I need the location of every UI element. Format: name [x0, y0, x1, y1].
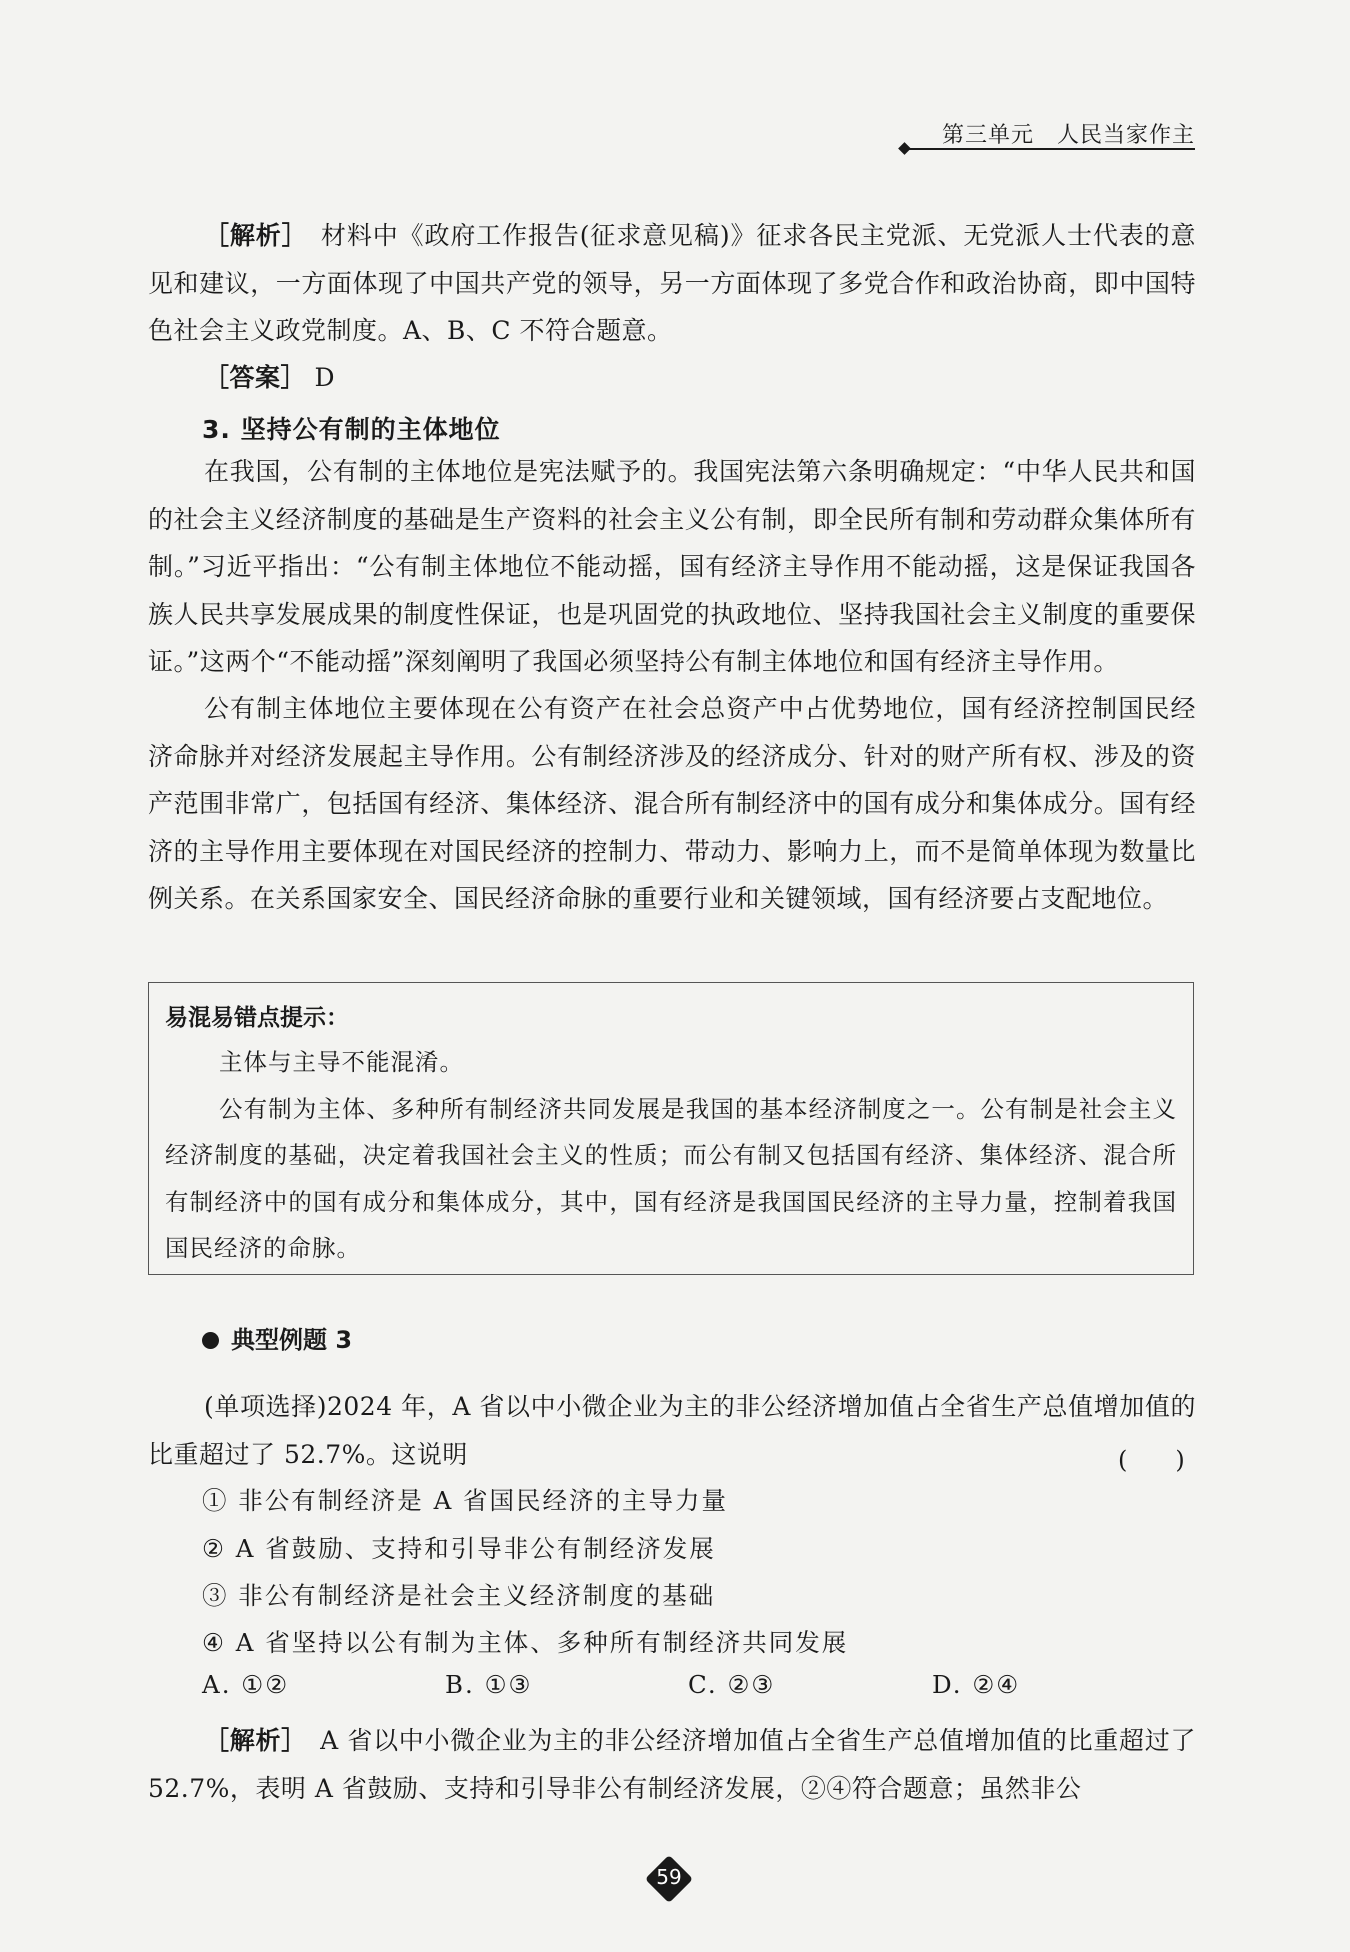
page-number: 59 [656, 1865, 682, 1889]
answer-tag: ［答案］ [204, 363, 307, 392]
body-paragraph-2: 公有制主体地位主要体现在公有资产在社会总资产中占优势地位，国有经济控制国民经济命脉并对经济发展起主导作用。公有制经济涉及的经济成分、针对的财产所有权、涉及的资产范围非常广，包括国有经济、集体经济、混合所有制经济中的国有成分和集体成分。国有经济的主导作用主要体现在对国民经济的控制力、带动力、影响力上，而不是简单体现为数量比例关系。在关系国家安全、国民经济命脉的重要行业和关键领域，国有经济要占支配地位。 [148, 694, 1196, 913]
tip-title: 易混易错点提示： [165, 1005, 349, 1031]
body-paragraph-1: 在我国，公有制的主体地位是宪法赋予的。我国宪法第六条明确规定：“中华人民共和国的社会主义经济制度的基础是生产资料的社会主义公有制，即全民所有制和劳动群众集体所有制。”习近平指出：“公有制主体地位不能动摇，国有经济主导作用不能动摇，这是保证我国各族人民共享发展成果的制度性保证，也是巩固党的执政地位、坚持我国社会主义制度的重要保证。”这两个“不能动摇”深刻阐明了我国必须坚持公有制主体地位和国有经济主导作用。 [148, 457, 1196, 676]
example-analysis [148, 1717, 1196, 1812]
tip-box [148, 982, 1194, 1275]
running-header [900, 118, 1195, 158]
answer-value: D [306, 363, 336, 392]
example-analysis-text: A 省以中小微企业为主的非公经济增加值占全省生产总值增加值的比重超过了52.7%，表明 A 省鼓励、支持和引导非公有制经济发展，②④符合题意；虽然非公 [148, 1726, 1196, 1803]
option-2: ② A 省鼓励、支持和引导非公有制经济发展 [202, 1534, 716, 1563]
section-heading: 3. 坚持公有制的主体地位 [202, 415, 501, 444]
choice-d: D. ②④ [932, 1670, 1021, 1699]
tip-line-1: 主体与主导不能混淆。 [219, 1048, 464, 1076]
example-question: (单项选择)2024 年，A 省以中小微企业为主的非公经济增加值占全省生产总值增加值的比重超过了 52.7%。这说明 [148, 1392, 1196, 1469]
example-heading [202, 1320, 352, 1355]
answer-parentheses: ( ) [1118, 1446, 1185, 1474]
example-heading-text: 典型例题 3 [231, 1326, 353, 1354]
analysis-tag: ［解析］ [204, 221, 296, 250]
bullet-dot-icon [202, 1332, 219, 1349]
analysis-paragraph-1 [148, 212, 1196, 355]
answer-line [148, 354, 1196, 402]
choice-c: C. ②③ [688, 1670, 776, 1699]
option-4: ④ A 省坚持以公有制为主体、多种所有制经济共同发展 [202, 1628, 849, 1657]
header-title: 第三单元 人民当家作主 [941, 123, 1195, 148]
option-3: ③ 非公有制经济是社会主义经济制度的基础 [202, 1581, 716, 1610]
example-analysis-tag: ［解析］ [204, 1726, 295, 1755]
analysis-text: 材料中《政府工作报告(征求意见稿)》征求各民主党派、无党派人士代表的意见和建议，一方面体现了中国共产党的领导，另一方面体现了多党合作和政治协商，即中国特色社会主义政党制度。A、B、C 不符合题意。 [148, 221, 1196, 345]
tip-line-2: 公有制为主体、多种所有制经济共同发展是我国的基本经济制度之一。公有制是社会主义经济制度的基础，决定着我国社会主义的性质；而公有制又包括国有经济、集体经济、混合所有制经济中的国有成分和集体成分，其中，国有经济是我国国民经济的主导力量，控制着我国国民经济的命脉。 [165, 1094, 1177, 1262]
answer-choices [202, 1670, 1102, 1710]
page-number-badge [645, 1855, 693, 1903]
choice-a: A. ①② [202, 1670, 290, 1699]
tip-body [165, 1039, 1177, 1272]
option-1: ① 非公有制经济是 A 省国民经济的主导力量 [202, 1486, 729, 1515]
choice-b: B. ①③ [445, 1670, 533, 1699]
